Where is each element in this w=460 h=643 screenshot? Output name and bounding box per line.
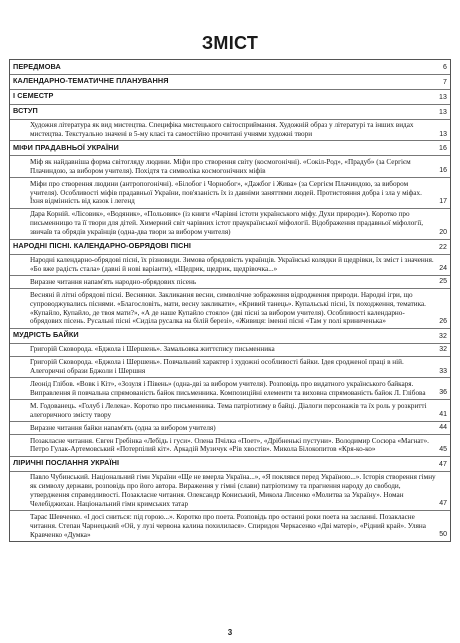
toc-page-number: 13 — [439, 130, 447, 138]
table-of-contents — [9, 59, 451, 542]
toc-entry-row — [10, 378, 450, 400]
toc-section-row — [10, 60, 450, 75]
toc-page-number: 50 — [439, 531, 447, 539]
toc-entry-text: Міфи про створення людини (антропогонічні). «Білобог і Чорнобог», «Дажбог і Жива» (за Сергієм Плачиндою, за вибором учителя). Особливості міфів прадавньої України, пов'язаність їх із давніми заняттями людей. Протистояння добра і зла у міфах. Їхня відмінність від казок і легенд — [30, 179, 422, 206]
toc-section-row — [10, 329, 450, 344]
toc-entry-text: Дара Корній. «Лісовик», «Водяник», «Польовик» (із книги «Чарівні істоти українського міфу. Духи природи»). Коротко про письменницю та її твори для дітей. Химерний світ чарівних істот праукраїнської міфології. Відображення прадавньої міфології, звичаїв та обрядів українців (одна-два твори за вибором учителя) — [30, 210, 424, 237]
toc-entry-row — [10, 344, 450, 357]
toc-section-title: КАЛЕНДАРНО-ТЕМАТИЧНЕ ПЛАНУВАННЯ — [13, 76, 169, 86]
toc-entry-text: Виразне читання напам'ять народно-обрядових пісень — [30, 277, 197, 286]
toc-page-number: 6 — [443, 64, 447, 71]
toc-page-number: 7 — [443, 78, 447, 86]
toc-section-row — [10, 240, 450, 255]
toc-entry-text: Весняні й літні обрядові пісні. Веснянки. Закликання весни, символічне зображення відродження природи. Народні ігри, що супроводжувались піснями. «Благословіть, мати, весну закликати», «Кривий танець». Купальські пісні, їх походження, тематика. «Купайло, Купайло, де твоя мати?», «А де наше Купайло стояло» (дві пісні за вибором учителя). Особливості календарно-обрядових пісень. Русальні пісні «Сиділа русалка на білій березі», «Живиця: іменні пісні «Там у полі криниченька» — [30, 290, 426, 326]
page-number: 3 — [227, 628, 233, 637]
toc-entry-row — [10, 120, 450, 142]
toc-section-row — [10, 457, 450, 472]
toc-page-number: 20 — [439, 228, 447, 236]
toc-entry-text: М. Годованець. «Голуб і Лелека». Коротко про письменника. Тема патріотизму в байці. Діалоги персонажів та їх роль у розкритті алегоричного змісту твору — [30, 401, 427, 419]
toc-section-title: І СЕМЕСТР — [13, 91, 54, 101]
toc-entry-row — [10, 178, 450, 209]
toc-entry-text: Тарас Шевченко. «І досі сниться: під горою...». Коротко про поета. Розповідь про останні роки поета на засланні. Позакласне читання. Степан Чарнецький «Ой, у лузі червона калина похилилася». Спиридон Черкасенко «Дві матері», «Рідний край». Уляна Кравченко «Думка» — [30, 512, 426, 539]
toc-entry-row — [10, 255, 450, 277]
toc-entry-row — [10, 289, 450, 329]
toc-page-number: 32 — [439, 332, 447, 340]
toc-page-number: 44 — [439, 424, 447, 432]
toc-page-number: 13 — [439, 108, 447, 116]
toc-page-number: 41 — [439, 411, 447, 419]
toc-page-number: 45 — [439, 445, 447, 453]
toc-section-row — [10, 90, 450, 105]
toc-entry-row — [10, 276, 450, 289]
toc-page-number: 32 — [439, 345, 447, 353]
toc-page-number: 36 — [439, 389, 447, 397]
toc-entry-text: Народні календарно-обрядові пісні, їх різновиди. Зимова обрядовість українців. Українські колядки й щедрівки, їх зміст і значення. «Бо вже радість стала» (давні й нові варіанти), «Щедрик, щедрик, щедрівочка...» — [30, 256, 434, 273]
toc-page-number: 16 — [439, 145, 447, 153]
toc-entry-text: Позакласне читання. Євген Гребінка «Лебідь і гуси». Олена Пчілка «Поет», «Дрібненькі пустуни». Володимир Сосюра «Магнат». Петро Гулак-Артемовський «Потерпілий кіт». Аркадій Музичук «Рів хвостів». Микола Білокопитов «Кря-ко-ко» — [30, 436, 429, 454]
toc-section-title: ПЕРЕДМОВА — [13, 61, 61, 71]
toc-entry-text: Міф як найдавніша форма світогляду людини. Міфи про створення світу (космогонічні). «Сокіл-Род», «Прадуб» (за Сергієм Плачиндою, за вибором учителя). Похідтя та символіка космогонічних міфів — [30, 157, 411, 175]
toc-entry-text: Леонід Глібов. «Вовк і Кіт», «Зозуля і Півень» (одна-дві за вибором учителя). Розповідь про видатного українського байкаря. Виправлення й повчальна спрямованість байок письменника. Композиційні елементи та виховна спрямованість байок Л. Глібова — [30, 379, 426, 397]
toc-entry-row — [10, 422, 450, 435]
toc-section-title: ВСТУП — [13, 106, 38, 116]
toc-entry-text: Григорій Сковорода. «Бджола і Шершень». Замальовка життєпису письменника — [30, 345, 275, 354]
toc-entry-row — [10, 357, 450, 379]
toc-entry-text: Художня література як вид мистецтва. Специфіка мистецького світосприймання. Художній образ у літературі та інших видах мистецтва. Текстуально значені в 5-му класі та самостійно прочитані учнями художні твори — [30, 121, 414, 139]
toc-section-title: МУДРІСТЬ БАЙКИ — [13, 330, 79, 340]
toc-entry-row — [10, 511, 450, 541]
toc-page-number: 13 — [439, 93, 447, 101]
toc-page-number: 47 — [439, 460, 447, 468]
toc-page-number: 26 — [439, 317, 447, 325]
toc-section-row — [10, 75, 450, 90]
toc-page-number: 17 — [439, 197, 447, 205]
toc-entry-text: Павло Чубинський. Національний гімн України «Ще не вмерла Україна...», «Я поклявся перед Україною...». Історія створення гімну як символу держави, розповідь про його автора. Вираження у гімні (слави) патріотизму та прагнення народу до свободи, утвердження справедливості. Позакласне читання. Олександр Кониський, Микола Лисенко «Молитва за Україну». Номан Челебіджихан. Національний гімн кримських татар — [30, 473, 436, 508]
toc-entry-text: Григорій Сковорода. «Бджола і Шершень». Повчальний характер і художні особливості байки. Ідея сродженої праці в ній. Алегоричні образи Бджоли і Шершня — [30, 358, 404, 376]
toc-entry-row — [10, 435, 450, 457]
toc-page-number: 22 — [439, 243, 447, 251]
toc-section-row — [10, 105, 450, 120]
toc-section-title: ЛІРИЧНІ ПОСЛАННЯ УКРАЇНІ — [13, 458, 120, 468]
toc-entry-row — [10, 156, 450, 178]
toc-entry-row — [10, 400, 450, 422]
toc-page-number: 33 — [439, 367, 447, 375]
page-title: ЗМІСТ — [201, 33, 259, 53]
toc-entry-row — [10, 472, 450, 512]
toc-entry-row — [10, 209, 450, 240]
toc-section-row — [10, 141, 450, 156]
toc-page-number: 25 — [439, 278, 447, 286]
toc-section-title: НАРОДНІ ПІСНІ. КАЛЕНДАРНО-ОБРЯДОВІ ПІСНІ — [13, 241, 191, 251]
toc-page-number: 47 — [439, 500, 447, 508]
toc-section-title: МІФИ ПРАДАВНЬОЇ УКРАЇНИ — [13, 142, 119, 152]
toc-entry-text: Виразне читання байки напам'ять (одна за вибором учителя) — [30, 423, 216, 432]
toc-page-number: 24 — [439, 265, 447, 273]
toc-page-number: 16 — [439, 167, 447, 175]
